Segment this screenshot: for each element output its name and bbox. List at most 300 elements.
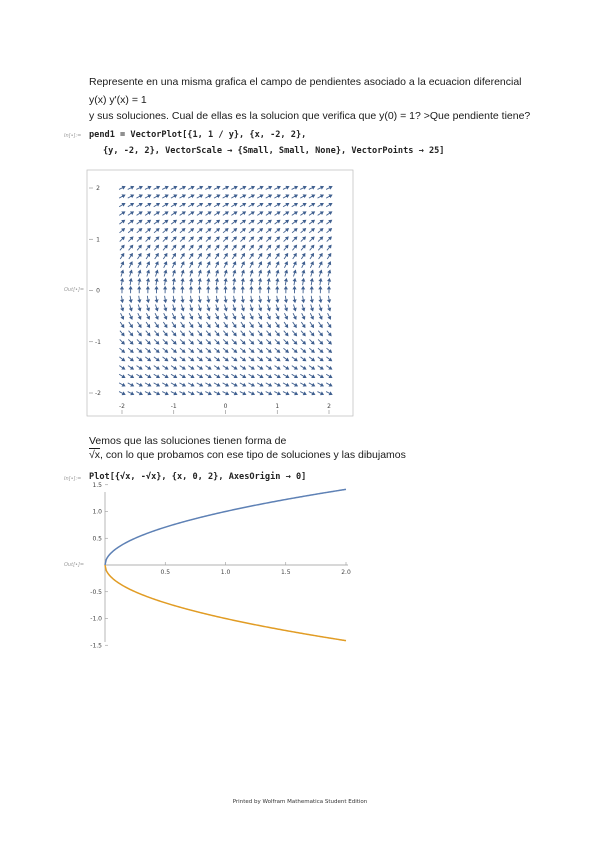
vector-arrow	[197, 357, 202, 361]
vector-arrow	[189, 245, 193, 250]
vector-arrow	[145, 203, 151, 206]
vector-arrow	[172, 331, 176, 336]
vector-arrow	[275, 237, 280, 242]
vector-arrow	[284, 339, 289, 344]
x-tick-label: -2	[119, 403, 125, 410]
vector-arrow	[214, 229, 219, 233]
vector-arrow	[155, 322, 159, 327]
vector-arrow	[240, 357, 245, 361]
vector-arrow	[293, 296, 296, 302]
vector-arrow	[223, 383, 229, 386]
vector-arrow	[309, 220, 314, 224]
vector-arrow	[214, 366, 219, 370]
vector-arrow	[259, 305, 262, 311]
vector-arrow	[319, 279, 322, 285]
vector-arrow	[259, 313, 262, 319]
vector-arrow	[267, 331, 271, 336]
vector-arrow	[207, 313, 210, 319]
vector-arrow	[249, 237, 254, 242]
vector-arrow	[189, 339, 194, 344]
vector-arrow	[214, 195, 220, 198]
vector-arrow	[128, 357, 133, 361]
vector-arrow	[292, 348, 297, 352]
vector-arrow	[258, 237, 263, 242]
vector-arrow	[197, 383, 203, 386]
vector-arrow	[205, 383, 211, 386]
vector-arrow	[309, 195, 315, 198]
vector-arrow	[274, 374, 280, 377]
vector-arrow	[188, 203, 194, 206]
vector-arrow	[171, 195, 177, 198]
vector-arrow	[310, 262, 313, 268]
vector-arrow	[266, 229, 271, 233]
vector-arrow	[301, 254, 305, 259]
vector-arrow	[328, 305, 331, 311]
vector-arrow	[162, 383, 168, 386]
y-tick-label: -2	[95, 390, 101, 397]
vector-arrow	[300, 366, 305, 370]
vector-arrow	[326, 195, 332, 198]
vector-arrow	[326, 383, 332, 386]
vector-arrow	[310, 245, 314, 250]
vector-arrow	[300, 212, 305, 216]
vector-arrow	[172, 322, 176, 327]
vector-arrow	[214, 383, 220, 386]
vector-arrow	[241, 245, 245, 250]
vector-arrow	[319, 287, 322, 294]
vector-arrow	[276, 296, 279, 302]
code-cell-1-line-1[interactable]: pend1 = VectorPlot[{1, 1 / y}, {x, -2, 2},	[89, 130, 307, 140]
vector-arrow	[275, 254, 279, 259]
vector-arrow	[163, 254, 167, 259]
vector-arrow	[327, 322, 331, 327]
y-tick-label: -1.0	[90, 615, 102, 623]
vector-arrow	[242, 270, 245, 276]
vector-arrow	[292, 220, 297, 224]
vector-arrow	[121, 305, 124, 311]
vector-arrow	[231, 186, 237, 189]
vector-arrow	[145, 195, 151, 198]
vector-arrow	[248, 186, 254, 189]
vector-arrow	[129, 254, 133, 259]
in-tag-1: In[•]:=	[64, 133, 82, 139]
vector-arrow	[283, 374, 289, 377]
vector-arrow	[318, 229, 323, 233]
vector-arrow	[171, 212, 176, 216]
vector-arrow	[318, 366, 323, 370]
vector-arrow	[164, 279, 167, 285]
vector-arrow	[259, 287, 262, 294]
vector-arrow	[146, 313, 149, 319]
vector-arrow	[154, 339, 159, 344]
vector-arrow	[266, 186, 272, 189]
vector-arrow	[128, 366, 133, 370]
vector-arrow	[162, 212, 167, 216]
vector-arrow	[274, 203, 280, 206]
vector-arrow	[154, 237, 159, 242]
vector-arrow	[257, 186, 263, 189]
vector-arrow	[128, 392, 134, 395]
vector-arrow	[241, 331, 245, 336]
x-tick-label: 0	[223, 403, 228, 410]
vector-arrow	[146, 245, 150, 250]
vector-arrow	[162, 195, 168, 198]
vector-arrow	[137, 331, 141, 336]
vector-arrow	[241, 262, 244, 268]
vector-arrow	[207, 262, 210, 268]
code-cell-1-line-2[interactable]: {y, -2, 2}, VectorScale → {Small, Small, None}, VectorPoints → 25]	[103, 146, 445, 156]
vector-arrow	[292, 357, 297, 361]
vector-arrow	[154, 186, 160, 189]
vector-arrow	[207, 279, 210, 285]
vector-arrow	[171, 229, 176, 233]
vector-plot	[85, 168, 355, 418]
vector-arrow	[162, 186, 168, 189]
vector-arrow	[257, 203, 263, 206]
vector-arrow	[163, 357, 168, 361]
vector-arrow	[146, 262, 149, 268]
vector-arrow	[309, 186, 315, 189]
vector-arrow	[275, 357, 280, 361]
vector-arrow	[206, 339, 211, 344]
vector-arrow	[233, 305, 236, 311]
vector-arrow	[180, 374, 186, 377]
vector-arrow	[292, 229, 297, 233]
vector-arrow	[293, 270, 296, 276]
vector-arrow	[206, 331, 210, 336]
vector-arrow	[172, 313, 175, 319]
vector-arrow	[301, 220, 306, 224]
vector-arrow	[326, 203, 332, 206]
vector-arrow	[197, 229, 202, 233]
vector-arrow	[137, 339, 142, 344]
vector-arrow	[180, 229, 185, 233]
vector-arrow	[197, 212, 202, 216]
vector-arrow	[205, 203, 211, 206]
vector-arrow	[181, 313, 184, 319]
vector-arrow	[223, 186, 229, 189]
vector-arrow	[275, 212, 280, 216]
vector-arrow	[190, 305, 193, 311]
vector-arrow	[129, 313, 132, 319]
vector-arrow	[145, 392, 151, 395]
vector-arrow	[318, 339, 323, 344]
x-tick-label: 2.0	[341, 569, 351, 576]
vector-arrow	[136, 392, 142, 395]
vector-arrow	[328, 296, 331, 302]
vector-arrow	[250, 270, 253, 276]
vector-arrow	[249, 339, 254, 344]
vector-arrow	[154, 392, 160, 395]
vector-arrow	[233, 279, 236, 285]
vector-arrow	[268, 279, 271, 285]
vector-arrow	[121, 296, 124, 302]
vector-arrow	[309, 229, 314, 233]
vector-arrow	[154, 229, 159, 233]
vector-arrow	[276, 305, 279, 311]
vector-arrow	[155, 279, 158, 285]
vector-arrow	[274, 186, 280, 189]
vector-arrow	[206, 254, 210, 259]
vector-arrow	[119, 195, 125, 198]
vector-arrow	[206, 348, 211, 352]
vector-arrow	[121, 270, 124, 276]
vector-arrow	[172, 245, 176, 250]
vector-arrow	[188, 186, 194, 189]
vector-arrow	[327, 245, 331, 250]
vector-arrow	[292, 186, 298, 189]
vector-arrow	[301, 245, 305, 250]
vector-arrow	[232, 220, 237, 224]
vector-arrow	[180, 195, 186, 198]
vector-arrow	[328, 270, 331, 276]
vector-arrow	[171, 374, 177, 377]
vector-arrow	[215, 339, 220, 344]
vector-arrow	[119, 374, 125, 377]
vector-arrow	[259, 296, 262, 302]
vector-arrow	[155, 313, 158, 319]
vector-arrow	[163, 237, 168, 242]
vector-arrow	[181, 305, 184, 311]
vector-arrow	[240, 229, 245, 233]
vector-arrow	[258, 331, 262, 336]
neg-sqrt-x-curve	[105, 565, 346, 641]
vector-arrow	[319, 262, 322, 268]
vector-arrow	[145, 357, 150, 361]
vector-arrow	[224, 262, 227, 268]
vector-arrow	[275, 348, 280, 352]
vector-arrow	[120, 322, 124, 327]
vector-arrow	[326, 186, 332, 189]
vector-arrow	[231, 212, 236, 216]
vector-arrow	[154, 331, 158, 336]
vector-arrow	[119, 366, 124, 370]
middle-line-1: Vemos que las soluciones tienen forma de	[89, 435, 287, 447]
vector-arrow	[120, 331, 124, 336]
vector-arrow	[207, 270, 210, 276]
vector-arrow	[267, 254, 271, 259]
vector-arrow	[266, 392, 272, 395]
vector-arrow	[137, 220, 142, 224]
vector-arrow	[249, 331, 253, 336]
vector-arrow	[171, 203, 177, 206]
vector-arrow	[197, 392, 203, 395]
vector-arrow	[120, 229, 125, 233]
vector-arrow	[293, 287, 296, 294]
vector-arrow	[275, 220, 280, 224]
vector-arrow	[248, 392, 254, 395]
vector-arrow	[240, 383, 246, 386]
vector-arrow	[145, 374, 151, 377]
vector-arrow	[155, 262, 158, 268]
vector-arrow	[214, 220, 219, 224]
vector-arrow	[257, 220, 262, 224]
vector-arrow	[162, 392, 168, 395]
vector-arrow	[319, 296, 322, 302]
vector-arrow	[232, 254, 236, 259]
vector-arrow	[258, 322, 262, 327]
vector-arrow	[145, 220, 150, 224]
vector-arrow	[188, 357, 193, 361]
vector-arrow	[120, 348, 125, 352]
vector-arrow	[223, 245, 227, 250]
vector-arrow	[180, 212, 185, 216]
vector-arrow	[214, 186, 220, 189]
vector-arrow	[257, 195, 263, 198]
vector-arrow	[327, 229, 332, 233]
vector-arrow	[250, 313, 253, 319]
vector-arrow	[283, 229, 288, 233]
vector-arrow	[189, 348, 194, 352]
vector-arrow	[171, 392, 177, 395]
vector-arrow	[206, 245, 210, 250]
vector-arrow	[130, 296, 133, 302]
vector-arrow	[223, 374, 229, 377]
vector-arrow	[199, 270, 202, 276]
vector-arrow	[197, 339, 202, 344]
vector-arrow	[147, 296, 150, 302]
sqrt-x-symbol: √x	[89, 449, 101, 461]
vector-arrow	[318, 212, 323, 216]
vector-arrow	[189, 331, 193, 336]
vector-arrow	[266, 339, 271, 344]
vector-arrow	[318, 374, 324, 377]
vector-arrow	[179, 392, 185, 395]
vector-arrow	[318, 203, 324, 206]
vector-arrow	[318, 237, 323, 242]
vector-arrow	[283, 186, 289, 189]
vector-arrow	[284, 313, 287, 319]
vector-arrow	[121, 287, 124, 294]
vector-arrow	[128, 339, 133, 344]
vector-arrow	[232, 357, 237, 361]
vector-arrow	[128, 186, 134, 189]
vector-arrow	[318, 357, 323, 361]
vector-arrow	[138, 305, 141, 311]
vector-arrow	[266, 195, 272, 198]
vector-arrow	[302, 262, 305, 268]
vector-arrow	[146, 322, 150, 327]
vector-arrow	[119, 220, 124, 224]
x-tick-label: 0.5	[160, 569, 171, 576]
vector-arrow	[327, 348, 332, 352]
vector-arrow	[173, 305, 176, 311]
vector-arrow	[205, 195, 211, 198]
vector-arrow	[240, 392, 246, 395]
vector-arrow	[328, 313, 331, 319]
vector-arrow	[154, 203, 160, 206]
vector-arrow	[120, 245, 124, 250]
vector-arrow	[274, 195, 280, 198]
vector-arrow	[171, 383, 177, 386]
vector-arrow	[223, 212, 228, 216]
x-tick-label: -1	[170, 403, 177, 410]
vector-arrow	[249, 220, 254, 224]
vector-arrow	[232, 237, 237, 242]
vector-arrow	[249, 366, 254, 370]
vector-arrow	[250, 279, 253, 285]
vector-arrow	[242, 305, 245, 311]
vector-arrow	[302, 305, 305, 311]
vector-arrow	[171, 237, 176, 242]
vector-arrow	[121, 279, 124, 285]
vector-arrow	[128, 203, 134, 206]
out-tag-1: Out[•]=	[64, 287, 85, 293]
y-tick-label: -0.5	[90, 588, 102, 596]
vector-arrow	[181, 322, 185, 327]
sqrt-x-curve	[105, 489, 346, 565]
vector-arrow	[302, 270, 305, 276]
vector-arrow	[302, 296, 305, 302]
vector-arrow	[283, 366, 288, 370]
vector-arrow	[302, 313, 305, 319]
vector-arrow	[240, 203, 246, 206]
vector-arrow	[266, 383, 272, 386]
vector-arrow	[258, 339, 263, 344]
vector-arrow	[188, 220, 193, 224]
vector-arrow	[301, 339, 306, 344]
vector-arrow	[215, 313, 218, 319]
vector-arrow	[199, 279, 202, 285]
vector-arrow	[267, 287, 270, 294]
vector-arrow	[199, 296, 202, 302]
vector-arrow	[154, 366, 159, 370]
vector-arrow	[136, 374, 142, 377]
vector-arrow	[128, 195, 134, 198]
vector-arrow	[309, 348, 314, 352]
vector-arrow	[146, 331, 150, 336]
vector-arrow	[173, 270, 176, 276]
vector-arrow	[224, 305, 227, 311]
vector-arrow	[240, 212, 245, 216]
vector-arrow	[275, 322, 279, 327]
vector-arrow	[231, 366, 236, 370]
vector-arrow	[257, 392, 263, 395]
vector-arrow	[326, 366, 331, 370]
in-tag-2: In[•]:=	[64, 476, 82, 482]
code-cell-2[interactable]: Plot[{√x, -√x}, {x, 0, 2}, AxesOrigin → 0]	[89, 472, 307, 482]
vector-arrow	[172, 287, 175, 294]
vector-arrow	[147, 305, 150, 311]
vector-arrow	[189, 229, 194, 233]
vector-arrow	[163, 339, 168, 344]
vector-arrow	[317, 186, 323, 189]
vector-arrow	[147, 287, 150, 294]
vector-arrow	[224, 287, 227, 294]
vector-arrow	[309, 383, 315, 386]
vector-arrow	[179, 186, 185, 189]
vector-arrow	[136, 383, 142, 386]
vector-arrow	[250, 287, 253, 294]
vector-arrow	[145, 212, 150, 216]
sqrt-plot-axes	[90, 482, 351, 650]
vector-arrow	[214, 212, 219, 216]
vector-arrow	[311, 305, 314, 311]
vector-arrow	[283, 212, 288, 216]
vector-arrow	[285, 305, 288, 311]
vector-arrow	[319, 305, 322, 311]
vector-arrow	[224, 254, 228, 259]
vector-arrow	[138, 296, 141, 302]
vector-arrow	[128, 383, 134, 386]
vector-arrow	[180, 220, 185, 224]
vector-arrow	[250, 262, 253, 268]
x-tick-label: 1.5	[280, 569, 291, 576]
vector-arrow	[172, 254, 176, 259]
vector-arrow	[171, 186, 177, 189]
vector-arrow	[223, 392, 229, 395]
vector-arrow	[275, 366, 280, 370]
